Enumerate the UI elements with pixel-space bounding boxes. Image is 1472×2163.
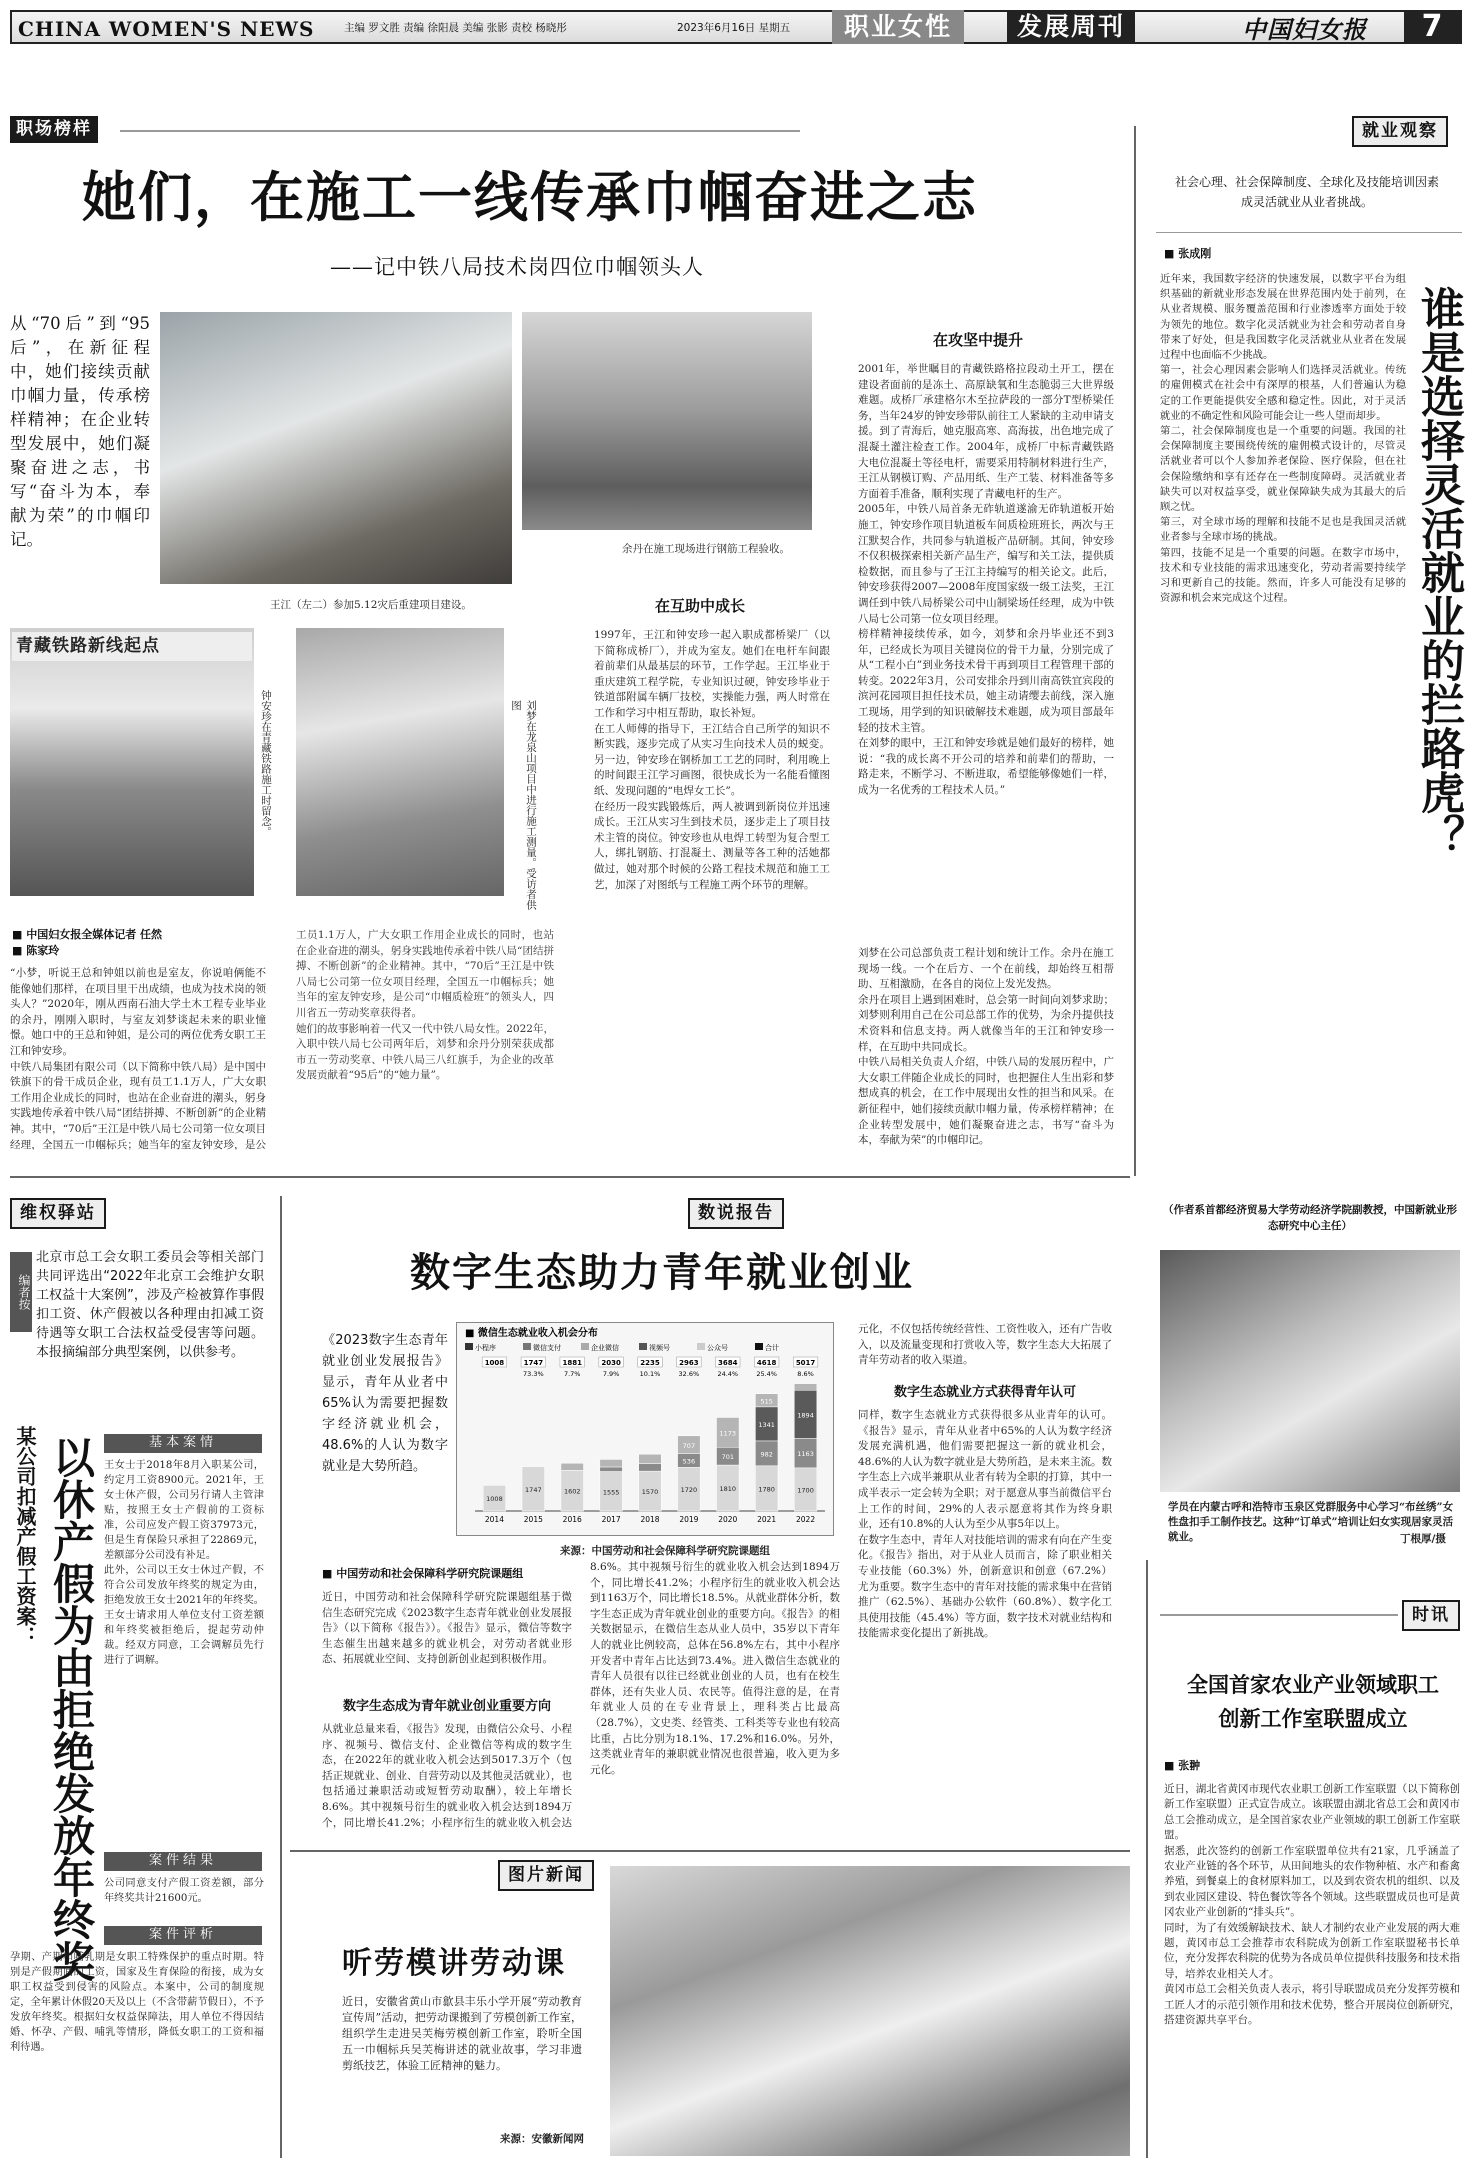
legend-label: 小程序 [475,1344,496,1352]
rights-heading-1: 基本案情 [104,1434,262,1453]
total-label: 1008 [484,1359,505,1367]
legend-swatch [581,1343,589,1350]
growth-label: 73.3% [523,1370,544,1378]
photo-wangjiang-caption: 王江（左二）参加5.12灾后重建项目建设。 [270,599,472,611]
bar-value-label: 707 [682,1441,696,1450]
total-label: 4618 [756,1359,777,1367]
photo-embroidery-training [1160,1250,1460,1492]
divider [1160,1614,1398,1616]
growth-label: 8.6% [797,1370,814,1378]
growth-label: 7.7% [563,1370,581,1378]
photo-yudan-caption: 余丹在施工现场进行钢筋工程验收。 [622,543,790,555]
photo-zhonganzhen [10,628,254,896]
bar-value-label: 536 [682,1457,696,1466]
total-label: 1747 [523,1359,544,1367]
bar-value-label: 1341 [758,1420,775,1429]
growth-label: 32.6% [678,1370,700,1378]
total-label: 2963 [679,1359,699,1367]
legend-label: 视频号 [649,1344,670,1352]
x-tick-label: 2018 [640,1515,660,1524]
bar-segment [600,1459,623,1466]
obs-photo-credit: 丁根厚/摄 [1400,1533,1446,1545]
bar-value-label: 701 [721,1453,734,1462]
chart-title: ■ 微信生态就业收入机会分布 [465,1328,598,1339]
lead-col1: “小梦，听说王总和钟姐以前也是室友，你说咱俩能不能像她们那样，在项目里干出成绩，也成为技术岗的领头人？”2020年，刚从西南石油大学土木工程专业毕业的余丹，刚刚入职时，与室友刘梦谈起未来的职业憧憬。她口中的王总和钟姐，是公司的两位优秀女职工王江和钟安珍。 中铁八局集团有限公司（以下简称中铁八局）是中国中铁旗下的骨干成员企业，现有员工1.1万人，广大女职工作用企业成长的同时，也站在企业奋进的潮头，躬身实践地传承着中铁八局“团结拼搏、不断创新”的企业精神。其中，“70后”王江是中铁八局七公司第一位女项目经理，全国五一巾帼标兵；她当年的室友钟安珍，是公 [10,967,266,1150]
obs-footnote: （作者系首都经济贸易大学劳动经济学院副教授，中国新就业形态研究中心主任） [1163,1204,1457,1232]
lead-subhead-2: 在攻坚中提升 [932,331,1023,349]
divider [120,130,800,132]
legend-label: 合计 [765,1344,779,1352]
bar-segment [639,1454,662,1463]
section-badge-photo-news: 图片新闻 [498,1860,594,1891]
legend-swatch [639,1343,647,1350]
page-number: 7 [1404,10,1460,44]
bar-value-label: 1008 [486,1495,503,1504]
employment-chart [456,1322,834,1536]
divider-vertical [1146,1560,1148,2158]
lead-byline: ■ 中国妇女报全媒体记者 任然 [12,928,163,941]
photo-news-headline: 听劳模讲劳动课 [342,1946,566,1981]
x-tick-label: 2014 [484,1515,504,1524]
rights-para-1: 王女士于2018年8月入职某公司，约定月工资8900元。2021年，王女士休产假，公司另行请人主管津贴，按照王女士产假前的工资标准，公司应发产假工资37973元，但是生育保险只承担了22869元，差额部分公司没有补足。 此外，公司以王女士休过产假，不符合公司发放年终奖的规定为由，拒绝发放王女士2021年的年终奖。王女士请求用人单位支付工资差额和年终奖被拒绝后，提起劳动仲裁。经双方同意，工会调解员先行进行了调解。 [104,1460,264,1666]
bar-value-label: 1173 [719,1429,737,1438]
chart-source: 来源：中国劳动和社会保障科学研究院课题组 [560,1545,770,1557]
legend-label: 公众号 [707,1344,728,1352]
chart-svg [457,1323,835,1537]
bar-value-label: 982 [760,1450,773,1459]
section-badge-employment: 就业观察 [1352,116,1448,147]
report-body-1: 近日，中国劳动和社会保障科学研究院课题组基于微信生态研究完成《2023数字生态青年就业创业发展报告》（以下简称《报告》）。《报告》显示，微信等数字生态催生出越来越多的就业机会，对劳动者就业形态、拓展就业空间、支持创新创业起到积极作用。 [322,1591,572,1666]
lead-col3: 2001年，举世瞩目的青藏铁路格拉段动土开工，摆在建设者面前的是冻土、高原缺氧和生态脆弱三大世界级难题。成桥厂承建格尔木至拉萨段的一部分T型桥梁任务，当年24岁的钟安珍带队前往工人紧缺的主动申请支援。到了青海后，她克服高寒、高海拔，出色地完成了混凝土灌注检查工作。2004年，成桥厂中标青藏铁路大电位混凝土等径电杆，需要采用特制材料进行生产，王江从钢模订购、产品用纸、生产工装、材料准备等多方面着手准备，顺利实现了青藏电杆的生产。 2005年，中铁八局首条无砟轨道遂渝无砟轨道板开始施工，钟安珍作项目轨道板车间质检班班长，两次与王江默契合作，共同参与轨道板产品研制。其间，钟安珍不仅积极探索相关新产品生产，编写和关工法，提供质检数据，而且参与了王江主持编写的相关论文。此后，钟安珍获得2007—2008年度国家级一级工法奖，王江调任到中铁八局桥梁公司中山制梁场任经理，成为中铁八局七公司第一位女项目经理。 榜样精神接续传承，如今，刘梦和余丹毕业还不到3年，已经成长为项目关键岗位的骨干力量，分别完成了从“工程小白”到业务技术骨干再到项目工程管理干部的转变。2022年3月，公司安排余丹到川南高铁宜宾段的滨河花园项目担任技术员，她主动请缨去前线，深入施工现场，用学到的知识破解技术难题，成为项目部最年轻的技术主管。 在刘梦的眼中，王江和钟安珍就是她们最好的榜样，她说：“我的成长离不开公司的培养和前辈们的帮助，一路走来，不断学习、不断进取，希望能够像她们一样，成为一名优秀的工程技术人员。” [858,363,1114,797]
bar-value-label: 515 [760,1397,773,1406]
x-tick-label: 2015 [523,1515,543,1524]
photo-students-labor-class [610,1866,1130,2156]
report-byline: ■ 中国劳动和社会保障科学研究院课题组 [322,1567,524,1580]
masthead-weekly: 发展周刊 [1007,10,1135,44]
rights-headline: 以休产假为由拒绝发放年终奖 [47,1436,96,1982]
total-label: 1881 [562,1359,582,1367]
news-headline: 全国首家农业产业领域职工创新工作室联盟成立 [1187,1672,1439,1731]
growth-label: 25.4% [756,1370,777,1378]
legend-swatch [755,1343,763,1350]
legend-swatch [697,1343,705,1350]
total-label: 2235 [640,1359,660,1367]
news-author: ■ 张翀 [1164,1759,1201,1772]
growth-label: 24.4% [717,1370,739,1378]
obs-headline: 谁是选择灵活就业的拦路虎？ [1413,286,1464,858]
obs-author: ■ 张成刚 [1164,247,1212,260]
photo-zhonganzhen-caption: 钟安珍在青藏铁路施工时留念。 [260,690,272,837]
bar-segment [600,1467,623,1472]
bar-value-label: 1780 [758,1485,775,1494]
x-tick-label: 2022 [796,1515,816,1524]
report-body-3: 同样，数字生态就业方式获得很多从业青年的认可。《报告》显示，青年从业者中65%的人认为数字经济发展充满机遇，他们需要把握这一新的就业机会，48.6%的人认为数字就业是大势所趋，是未来主流。数字生态上六成半兼职从业者有转为全职的打算，其中一成半表示一定会转为全职；对于愿意从事当前微信平台上工作的时间，29%的人表示愿意将其作为终身职业，还有10.8%的人认为至少从事5年以上。 在数字生态中，青年人对技能培训的需求有向在产生变化。《报告》指出，对于从业人员而言，除了职业相关专业技能（60.3%）外，创新意识和创意（67.2%）尤为重要。数字生态中的青年对技能的需求集中在营销推广（62.5%）、基础办公软件（60.8%）、数字化工具使用技能（45.4%）等方面，数字技术对就业结构和技能需求变化提出了新挑战。 [858,1409,1112,1640]
legend-swatch [465,1343,473,1350]
x-tick-label: 2021 [757,1515,777,1524]
report-subhead-1: 数字生态成为青年就业创业重要方向 [342,1699,551,1714]
masthead-logo: 中国妇女报 [1242,15,1367,44]
growth-label: 10.1% [639,1370,661,1378]
photo-news-source: 来源：安徽新闻网 [500,2133,584,2145]
masthead-bar [10,10,1462,44]
lead-intro: 从“70后”到“95后”，在新征程中，她们接续贡献巾帼力量，传承榜样精神；在企业转型发展中，她们凝聚奋进之志，书写“奋斗为本，奉献为荣”的巾帼印记。 [10,314,150,549]
rights-heading-3: 案件评析 [104,1926,262,1945]
obs-body: 近年来，我国数字经济的快速发展，以数字平台为组织基础的新就业形态发展在世界范围内处于前列，在从业者规模、服务覆盖范围和行业渗透率方面处于较为领先的地位。数字化灵活就业为社会和劳动者自身带来了好处，但是我国数字化灵活就业从业者在发展过程中也面临不少挑战。 第一，社会心理因素会影响人们选择灵活就业。传统的雇佣模式在社会中有深厚的根基，人们普遍认为稳定的工作更能提供安全感和稳定性。因此，对于灵活就业的不确定性和风险可能会让一些人望而却步。 第二，社会保障制度也是一个重要的问题。我国的社会保障制度主要围绕传统的雇佣模式设计的，尽管灵活就业者可以个人参加养老保险、医疗保险，但在社会保险缴纳和享有还存在一些制度障碍。灵活就业者缺失可以对权益享受，就业保障缺失成为其最大的后顾之忧。 第三，对全球市场的理解和技能不足也是我国灵活就业者参与全球市场的挑战。 第四，技能不足是一个重要的问题。在数字市场中，技术和专业技能的需求迅速变化，劳动者需要持续学习和更新自己的技能。然而，许多人可能没有足够的资源和机会来完成这个过程。 [1160,273,1406,605]
divider [1156,232,1462,233]
railway-sign: 青藏铁路新线起点 [12,632,252,661]
masthead-section: 职业女性 [832,10,964,44]
bar-value-label: 1747 [525,1485,542,1494]
bar-segment [561,1463,584,1470]
divider-vertical [280,1196,282,2158]
section-badge-career: 职场榜样 [10,116,98,143]
masthead-en-title: CHINA WOMEN'S NEWS [18,17,315,41]
x-tick-label: 2019 [679,1515,699,1524]
report-body-2c: 元化，不仅包括传统经营性、工资性收入，还有广告收入，以及流量变现和打赏收入等，数字生态大大拓展了青年劳动者的收入渠道。 [858,1323,1112,1367]
masthead-date: 2023年6月16日 星期五 [677,22,791,34]
report-body-2: 从就业总量来看，《报告》发现，由微信公众号、小程序、视频号、微信支付、企业微信等构成的数字生态，在2022年的就业收入机会达到5017.3万个（包括正规就业、创业、自营劳动以及其他灵活就业），也包括通过兼职活动或短暂劳动取酬），较上年增长8.6%。其中视频号衍生的就业收入机会达到1894万个，同比增长41.2%；小程序衍生的就业收入机会达 [322,1723,572,1829]
rights-para-3: 孕期、产期和哺乳期是女职工特殊保护的重点时期。特别是产假期间的工资，国家及生育保险的衔接，成为女职工权益受到侵害的风险点。本案中，公司的制度规定，全年累计休假20天及以上（不含带薪节假日），不予发放年终奖。根据妇女权益保障法，用人单位不得因结婚、怀孕、产假、哺乳等情形，降低女职工的工资和福利待遇。 [10,1952,264,2053]
lead-subhead-1: 在互助中成长 [654,597,745,615]
photo-wangjiang [160,312,512,584]
masthead-staff: 主编 罗文胜 责编 徐阳晨 美编 张影 责校 杨晓彤 [344,22,567,34]
bar-value-label: 1700 [797,1486,814,1495]
section-badge-news: 时讯 [1402,1600,1460,1631]
rights-para-2: 公司同意支付产假工资差额，部分年终奖共计21600元。 [104,1878,264,1904]
total-label: 5017 [795,1359,816,1367]
rights-heading-2: 案件结果 [104,1852,262,1871]
lead-headline: 她们，在施工一线传承巾帼奋进之志 [82,165,978,229]
photo-liumeng-caption: 刘梦在龙泉山项目中进行施工测量。受访者供图 [510,700,537,910]
x-tick-label: 2016 [562,1515,582,1524]
legend-label: 企业微信 [591,1344,619,1352]
bar-value-label: 1555 [602,1488,620,1497]
obs-photo-caption: 学员在内蒙古呼和浩特市玉泉区党群服务中心学习“布丝绣”女性盘扣手工制作技艺。这种“订单式”培训让妇女实现居家灵活就业。 [1168,1501,1454,1543]
lead-byline-2: ■ 陈家玲 [12,944,60,957]
report-subhead-2: 数字生态就业方式获得青年认可 [893,1385,1076,1400]
photo-news-body: 近日，安徽省黄山市歙县丰乐小学开展“劳动教育宣传周”活动，把劳动课搬到了劳模创新工作室，组织学生走进吴芙梅劳模创新工作室，聆听全国五一巾帼标兵吴芙梅讲述的就业故事，学习非遗剪纸技艺，体验工匠精神的魅力。 [342,1995,582,2072]
divider-horizontal [290,1850,1130,1852]
legend-swatch [523,1343,531,1350]
x-tick-label: 2017 [601,1515,621,1524]
bar-segment [639,1464,662,1472]
photo-liumeng [296,628,504,896]
lead-col1b: 工员1.1万人，广大女职工作用企业成长的同时，也站在企业奋进的潮头，躬身实践地传承着中铁八局“团结拼搏、不断创新”的企业精神。其中，“70后”王江是中铁八局七公司第一位女项目经理，全国五一巾帼标兵；她当年的室友钟安珍，是公司“巾帼质检班”的领头人，四川省五一劳动奖章获得者。 她们的故事影响着一代又一代中铁八局女性。2022年，入职中铁八局七公司两年后，刘梦和余丹分别荣获成都市五一劳动奖章、中铁八局三八红旗手，为企业的改革发展贡献着“95后”的“她力量”。 [296,929,554,1082]
divider-vertical [1134,126,1136,1176]
section-badge-rights: 维权驿站 [10,1198,106,1229]
rights-intro: 北京市总工会女职工委员会等相关部门共同评选出“2022年北京工会维护女职工权益十大案例”，涉及产检被算作事假扣工资、休产假被以各种理由扣减工资待遇等女职工合法权益受侵害等问题。本报摘编部分典型案例，以供参考。 [36,1250,264,1360]
total-label: 3684 [718,1359,738,1367]
news-body: 近日，湖北省黄冈市现代农业职工创新工作室联盟（以下简称创新工作室联盟）正式宣告成立。该联盟由湖北省总工会和黄冈市总工会推动成立，是全国首家农业产业领域的职工创新工作室联盟。 据悉，此次签约的创新工作室联盟单位共有21家，几乎涵盖了农业产业链的各个环节，从田间地头的农作物种植、水产和畜禽养殖，到餐桌上的食材原料加工，以及到农资农机的组织、以及到农业园区建设、特色餐饮等各个领域。这些联盟成员也可是黄冈农业产业创新的“排头兵”。 同时，为了有效缓解缺技术、缺人才制约农业产业发展的两大难题，黄冈市总工会推荐市农科院成为创新工作室联盟秘书长单位，充分发挥农科院的优势为各成员单位提供科技服务和技术指导，培养农业相关人才。 黄冈市总工会相关负责人表示，将引导联盟成员充分发挥劳模和工匠人才的示范引领作用和技术优势，整合开展岗位创新研究，搭建资源共享平台。 [1164,1783,1460,2027]
report-body-2b: 8.6%。其中视频号衍生的就业收入机会达到1894万个，同比增长41.2%；小程序衍生的就业收入机会达到1163万个，同比增长18.5%。从就业群体分析，数字生态正成为青年就业创业的重要方向。《报告》的相关数据显示，在微信生态从业人员中，35岁以下青年人的就业比例较高，总体在56.8%左右，其中小程序开发者中青年占比达到73.4%。进入微信生态就业的青年人员很有以往已经就业创业的人员，也有在校生群体，还有失业人员、农民等。值得注意的是，在青年就业人员的在专业背景上，理科类占比最高（28.7%），文史类、经管类、工科类等专业也有较高比重，占比分别为18.1%、17.2%和16.0%。另外，这类就业青年的兼职就业情况也很普遍，收入更为多元化。 [590,1561,840,1776]
lead-col2: 1997年，王江和钟安珍一起入职成都桥梁厂（以下简称成桥厂），并成为室友。她们在电杆车间跟着前辈们从最基层的环节，工作学起。王江毕业于重庆建筑工程学院，专业知识过硬，钟安珍毕业于铁道部附属车辆厂技校，实操能力强，两人时常在工作和学习中相互帮助，取长补短。 在工人师傅的指导下，王江结合自己所学的知识不断实践，逐步完成了从实习生向技术人员的蜕变。另一边，钟安珍在钢桥加工工艺的同时，利用晚上的时间跟王江学习画图，很快成长为一名能看懂图纸、发现问题的“电焊女工长”。 在经历一段实践锻炼后，两人被调到新岗位并迅速成长。王江从实习生到技术员，逐步走上了项目技术主管的岗位。钟安珍也从电焊工转型为复合型工人，绑扎钢筋、打混凝土、测量等各工种的活她都做过，她对那个时候的公路工程技术规范和施工工艺，加深了对图纸与工程施工两个环节的理解。 [594,629,830,891]
x-tick-label: 2020 [718,1515,738,1524]
bar-segment [794,1384,817,1391]
legend-label: 微信支付 [533,1344,561,1352]
divider-horizontal [10,1176,1130,1178]
bar-value-label: 1894 [797,1411,814,1420]
total-label: 2030 [601,1359,621,1367]
editor-note-label: 编者按 [10,1252,32,1332]
bar-value-label: 1810 [719,1485,737,1494]
photo-yudan [522,312,812,530]
bar-value-label: 1570 [641,1488,659,1497]
growth-label: 7.9% [602,1370,620,1378]
lead-col4: 刘梦在公司总部负责工程计划和统计工作。余丹在施工现场一线。一个在后方、一个在前线，却始终互相帮助、互相激励，在各自的岗位上发光发热。 余丹在项目上遇到困难时，总会第一时间向刘梦求助；刘梦则利用自己在公司总部工作的优势，为余丹提供技术资料和信息支持。两人就像当年的王江和钟安珍一样，在互助中共同成长。 中铁八局相关负责人介绍，中铁八局的发展历程中，广大女职工伴随企业成长的同时，也把握住人生出彩和梦想成真的机会，在工作中展现出女性的担当和风采。在新征程中，她们接续贡献巾帼力量，传承榜样精神；在企业转型发展中，她们凝聚奋进之志，书写“奋斗为本，奉献为荣”的巾帼印记。 [858,947,1114,1147]
rights-kicker: 某公司扣减产假工资案： [13,1426,37,1646]
lead-subheadline: ——记中铁八局技术岗四位巾帼领头人 [330,255,704,279]
report-headline: 数字生态助力青年就业创业 [410,1249,914,1296]
bar-value-label: 1602 [563,1487,581,1496]
obs-deck: 社会心理、社会保障制度、全球化及技能培训因素成灵活就业从业者挑战。 [1174,175,1439,209]
report-intro: 《2023数字生态青年就业创业发展报告》显示，青年从业者中65%认为需要把握数字经济就业机会，48.6%的人认为数字就业是大势所趋。 [322,1333,448,1474]
bar-value-label: 1720 [680,1486,698,1495]
bar-value-label: 1163 [797,1450,814,1459]
section-badge-report: 数说报告 [688,1198,784,1229]
